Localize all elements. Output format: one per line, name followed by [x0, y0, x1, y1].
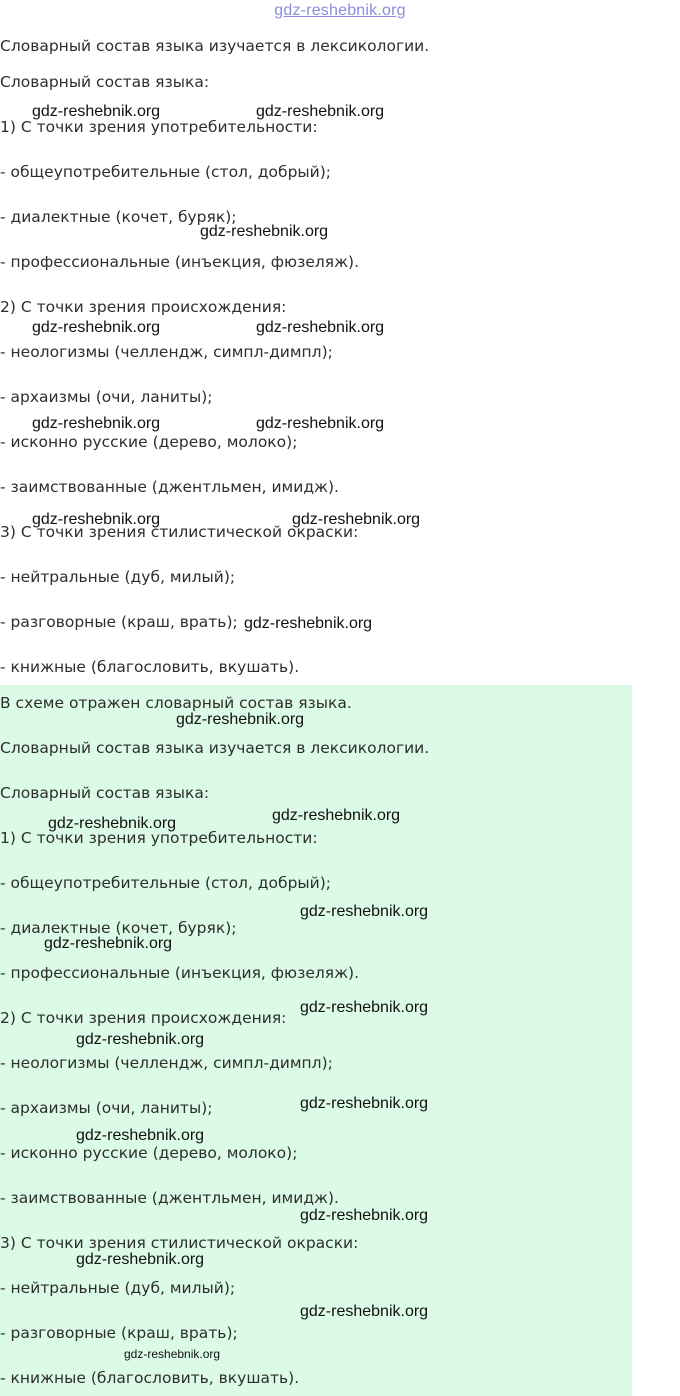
watermark-text: gdz-reshebnik.org	[32, 103, 161, 120]
watermark-text: gdz-reshebnik.org	[292, 511, 421, 528]
text-line: 3) С точки зрения стилистической окраски:	[0, 523, 359, 541]
text-line: Словарный состав языка:	[0, 73, 210, 91]
list-item: - диалектные (кочет, буряк);	[0, 919, 237, 937]
text-line: Словарный состав языка:	[0, 784, 210, 802]
watermark-text: gdz-reshebnik.org	[256, 319, 385, 336]
watermark-text: gdz-reshebnik.org	[76, 1127, 205, 1144]
watermark-text: gdz-reshebnik.org	[256, 415, 385, 432]
text-line: 2) С точки зрения происхождения:	[0, 1009, 287, 1027]
watermark-text: gdz-reshebnik.org	[76, 1251, 205, 1268]
list-item: - общеупотребительные (стол, добрый);	[0, 163, 331, 181]
watermark-text: gdz-reshebnik.org	[76, 1031, 205, 1048]
list-item: - исконно русские (дерево, молоко);	[0, 433, 298, 451]
text-line: Словарный состав языка изучается в лексикологии.	[0, 739, 430, 757]
text-line: 2) С точки зрения происхождения:	[0, 298, 287, 316]
watermark-text: gdz-reshebnik.org	[200, 223, 329, 240]
watermark-text: gdz-reshebnik.org	[300, 903, 429, 920]
list-item: - неологизмы (челлендж, симпл-димпл);	[0, 343, 333, 361]
watermark-text: gdz-reshebnik.org	[256, 103, 385, 120]
text-line: Словарный состав языка изучается в лексикологии.	[0, 37, 430, 55]
text-line: 3) С точки зрения стилистической окраски:	[0, 1234, 359, 1252]
text-line: 1) С точки зрения употребительности:	[0, 829, 318, 847]
watermark-text: gdz-reshebnik.org	[44, 935, 173, 952]
list-item: - профессиональные (инъекция, фюзеляж).	[0, 253, 360, 271]
list-item: - нейтральные (дуб, милый);	[0, 568, 236, 586]
watermark-text: gdz-reshebnik.org	[300, 1303, 429, 1320]
list-item: - заимствованные (джентльмен, имидж).	[0, 478, 339, 496]
site-watermark-header: gdz-reshebnik.org	[274, 2, 406, 19]
watermark-text: gdz-reshebnik.org	[124, 1347, 221, 1361]
watermark-text: gdz-reshebnik.org	[32, 319, 161, 336]
list-item: - нейтральные (дуб, милый);	[0, 1279, 236, 1297]
list-item: - неологизмы (челлендж, симпл-димпл);	[0, 1054, 333, 1072]
list-item: - профессиональные (инъекция, фюзеляж).	[0, 964, 360, 982]
list-item: - архаизмы (очи, ланиты);	[0, 1099, 213, 1117]
watermark-text: gdz-reshebnik.org	[272, 807, 401, 824]
text-line: 1) С точки зрения употребительности:	[0, 118, 318, 136]
watermark-text: gdz-reshebnik.org	[300, 999, 429, 1016]
list-item: - архаизмы (очи, ланиты);	[0, 388, 213, 406]
list-item: - исконно русские (дерево, молоко);	[0, 1144, 298, 1162]
list-item: - разговорные (краш, врать);	[0, 1324, 238, 1342]
answer-intro: В схеме отражен словарный состав языка.	[0, 694, 352, 712]
watermark-text: gdz-reshebnik.org	[300, 1095, 429, 1112]
list-item: - книжные (благословить, вкушать).	[0, 1369, 300, 1387]
watermark-text: gdz-reshebnik.org	[48, 815, 177, 832]
list-item: - книжные (благословить, вкушать).	[0, 658, 300, 676]
list-item: - диалектные (кочет, буряк);	[0, 208, 237, 226]
list-item: - заимствованные (джентльмен, имидж).	[0, 1189, 339, 1207]
watermark-text: gdz-reshebnik.org	[176, 711, 305, 728]
watermark-text: gdz-reshebnik.org	[32, 415, 161, 432]
watermark-text: gdz-reshebnik.org	[244, 615, 373, 632]
list-item: - разговорные (краш, врать);	[0, 613, 238, 631]
list-item: - общеупотребительные (стол, добрый);	[0, 874, 331, 892]
watermark-text: gdz-reshebnik.org	[300, 1207, 429, 1224]
watermark-text: gdz-reshebnik.org	[32, 511, 161, 528]
